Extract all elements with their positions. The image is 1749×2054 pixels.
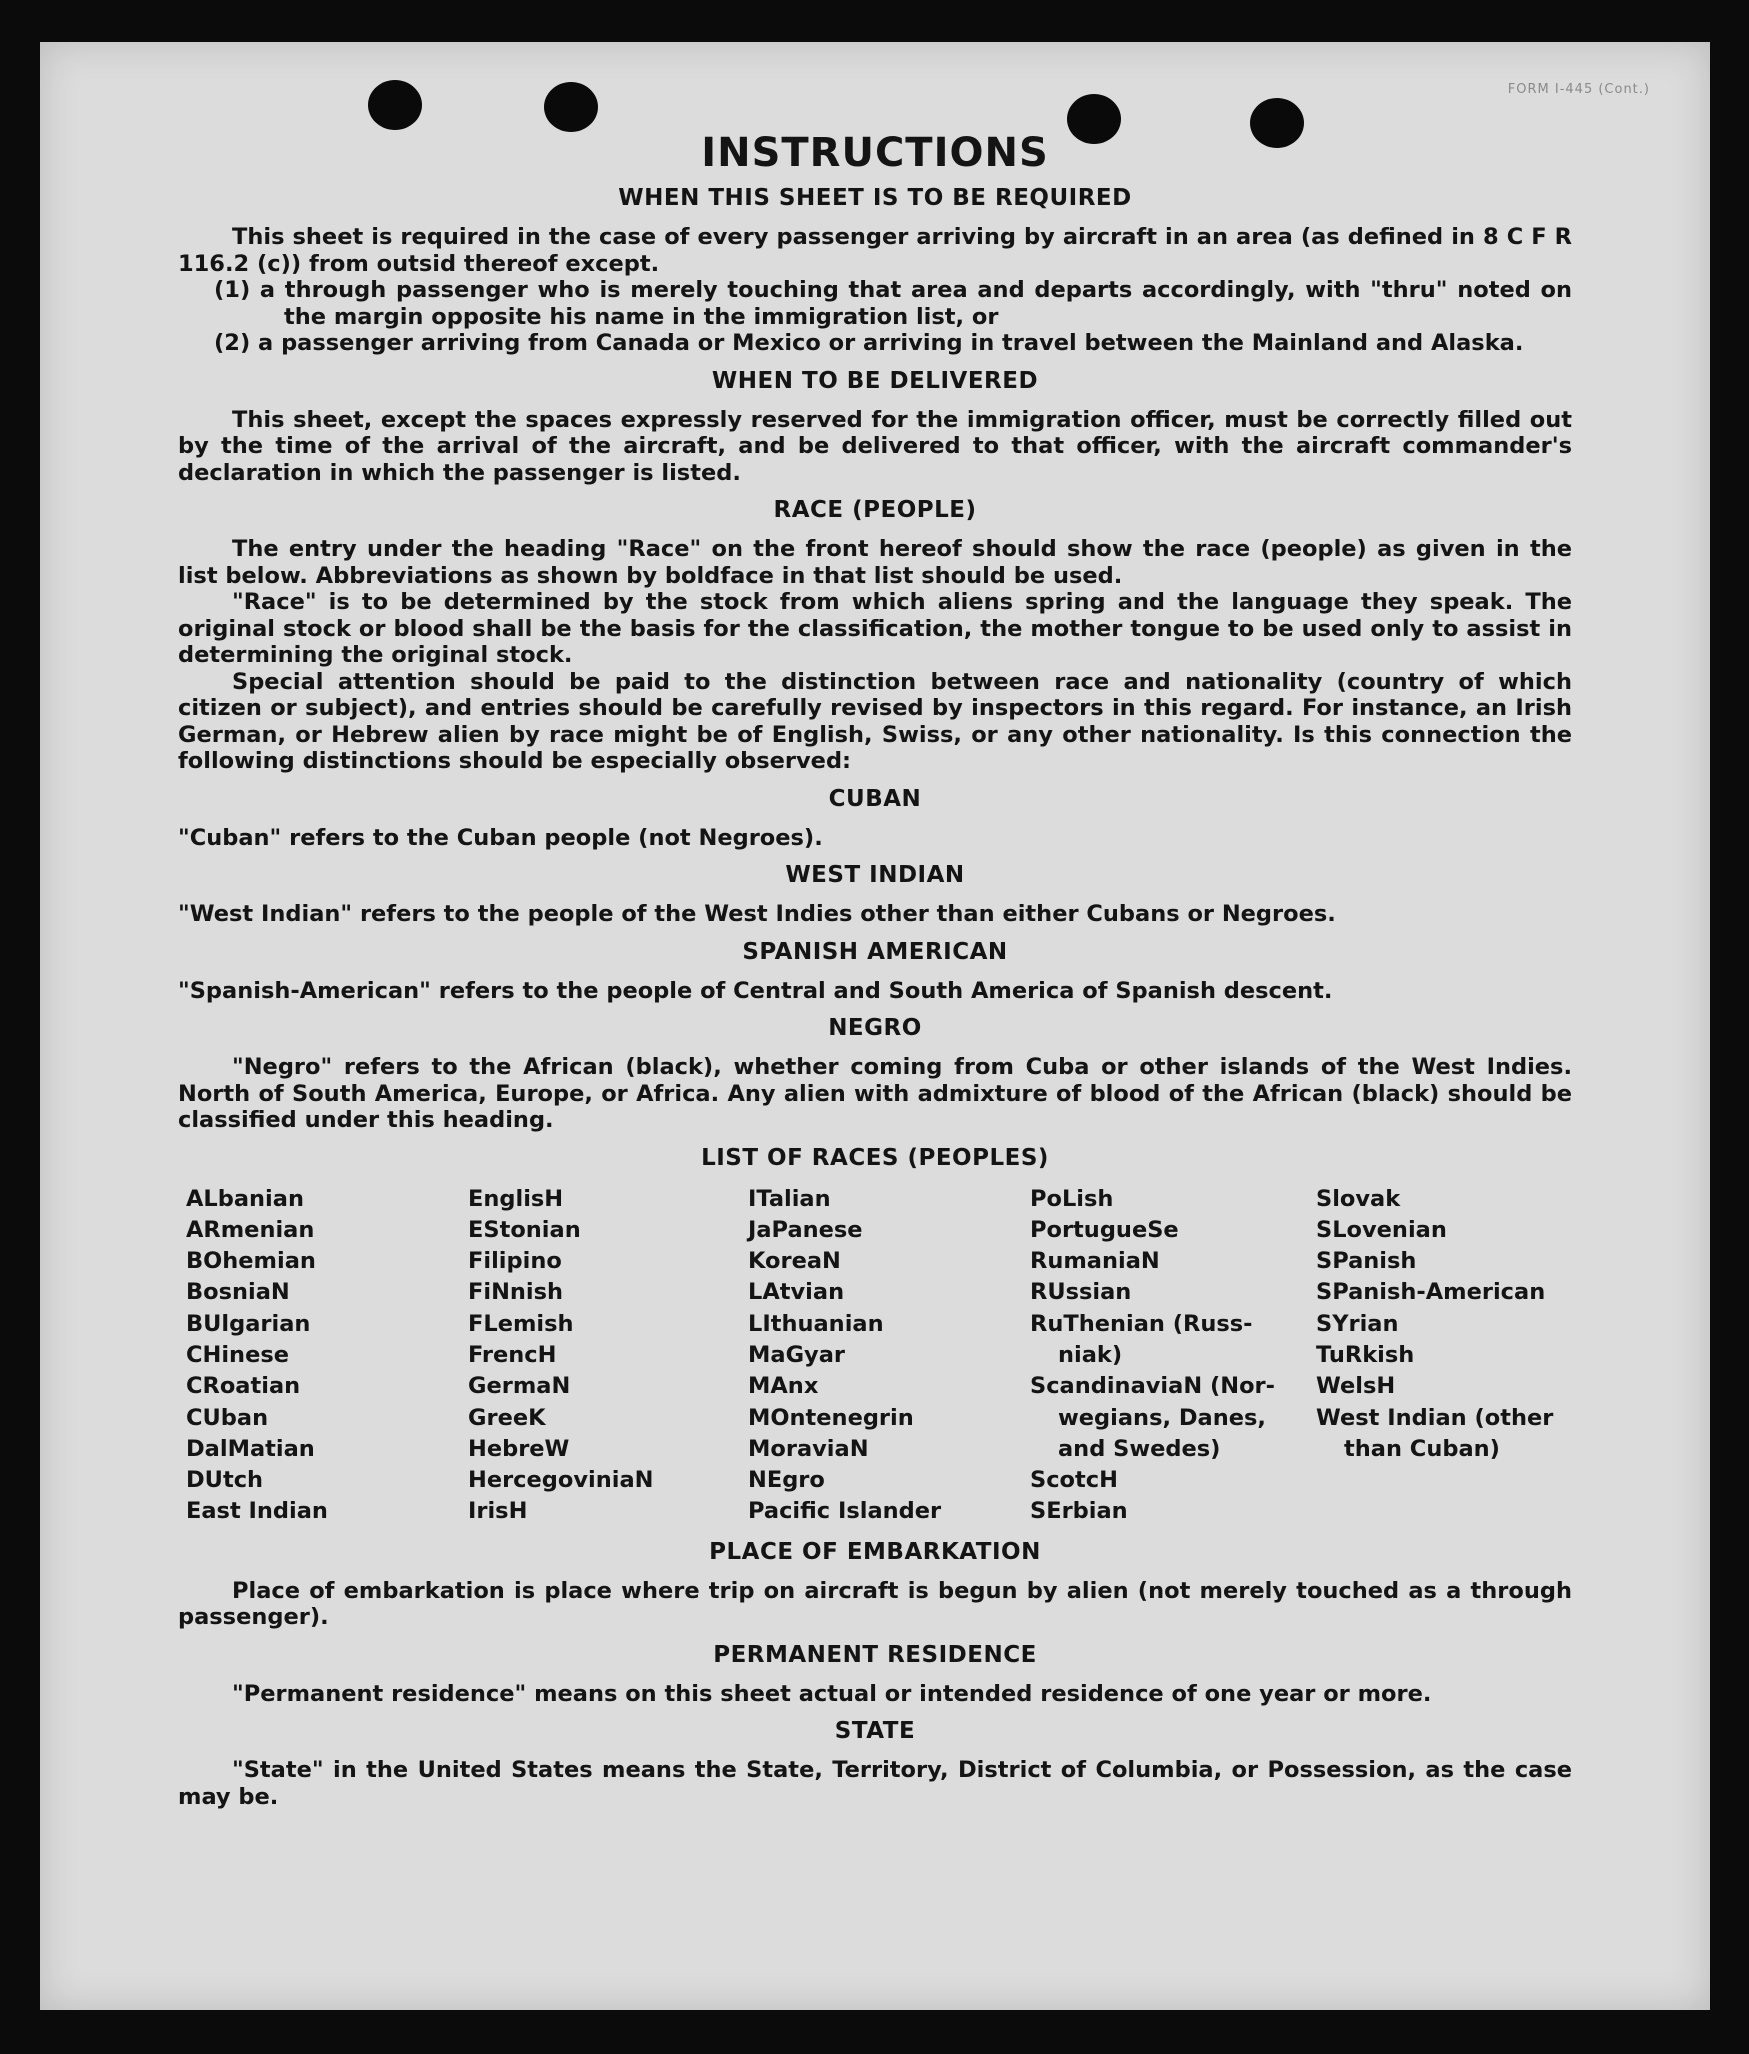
races-heading: LIST OF RACES (PEOPLES): [701, 1144, 1049, 1171]
race-item: LIthuanian: [748, 1310, 884, 1337]
race-item: FiNnish: [468, 1279, 564, 1306]
paragraph: "Race" is to be determined by the stock from which aliens spring and the language they speak. The original stock or blood shall be the basis for the classification, the mother tongue to be used only to assist in determining the original stock.: [178, 589, 1572, 668]
paragraph: "Negro" refers to the African (black), whether coming from Cuba or other islands of the West Indies. North of South America, Europe, or Africa. Any alien with admixture of blood of the African (black) should be classified under this heading.: [178, 1054, 1572, 1133]
paragraph: "West Indian" refers to the people of the West Indies other than either Cubans or Negroes.: [178, 901, 1336, 927]
race-item: wegians, Danes,: [1058, 1404, 1266, 1431]
punch-hole: [368, 80, 422, 130]
race-item: EStonian: [468, 1216, 581, 1243]
race-item: EnglisH: [468, 1185, 564, 1212]
race-item: FrencH: [468, 1341, 557, 1368]
race-item: FLemish: [468, 1310, 574, 1337]
section-heading: WHEN THIS SHEET IS TO BE REQUIRED: [618, 185, 1132, 211]
paragraph: Special attention should be paid to the distinction between race and nationality (country of which citizen or subject), and entries should be carefully revised by inspectors in this regard. For instance, an Irish German, or Hebrew alien by race might be of English, Swiss, or any other nationality. Is this connection the following distinctions should be especially observed:: [178, 668, 1572, 774]
race-item: CHinese: [186, 1341, 289, 1368]
races-column: [468, 1184, 748, 1528]
race-item: ALbanian: [186, 1185, 304, 1212]
document-sheet: [40, 42, 1710, 2010]
section-heading: WHEN TO BE DELIVERED: [711, 367, 1039, 394]
paragraph: "Permanent residence" means on this sheet actual or intended residence of one year or more.: [232, 1680, 1432, 1707]
race-item: RuThenian (Russ-: [1030, 1310, 1253, 1337]
race-item: Slovak: [1316, 1185, 1401, 1212]
section-heading: PERMANENT RESIDENCE: [713, 1641, 1037, 1668]
page-title: INSTRUCTIONS: [701, 130, 1049, 176]
races-column: [186, 1184, 468, 1528]
race-item: SLovenian: [1316, 1216, 1447, 1243]
paragraph: "Spanish-American" refers to the people of Central and South America of Spanish descent.: [178, 977, 1333, 1004]
race-item: MaGyar: [748, 1341, 845, 1368]
race-item: MOntenegrin: [748, 1404, 914, 1431]
form-number: FORM I-445 (Cont.): [1507, 82, 1650, 97]
race-item: SPanish: [1316, 1248, 1417, 1275]
race-item: than Cuban): [1344, 1435, 1500, 1462]
punch-hole: [544, 82, 598, 132]
race-item: PortugueSe: [1030, 1216, 1179, 1243]
race-item: KoreaN: [748, 1248, 841, 1275]
section-heading: SPANISH AMERICAN: [742, 938, 1008, 965]
race-item: DalMatian: [186, 1435, 315, 1462]
race-item: GermaN: [468, 1373, 571, 1400]
section-heading: RACE (PEOPLE): [773, 497, 977, 523]
race-item: SYrian: [1316, 1310, 1399, 1337]
exception-item: (2) a passenger arriving from Canada or Mexico or arriving in travel between the Mainland and Alaska.: [214, 330, 1524, 356]
race-item: HercegoviniaN: [468, 1467, 654, 1494]
race-item: NEgro: [748, 1467, 825, 1494]
exception-item: (1) a through passenger who is merely touching that area and departs accordingly, with "thru" noted on the margin opposite his name in the immigration list, or: [214, 277, 1572, 330]
race-item: BUlgarian: [186, 1310, 311, 1337]
race-item: RUssian: [1030, 1279, 1132, 1306]
section-heading: STATE: [834, 1718, 916, 1745]
race-item: MAnx: [748, 1373, 819, 1400]
race-item: and Swedes): [1058, 1435, 1221, 1462]
race-item: PoLish: [1030, 1185, 1114, 1212]
paragraph: The entry under the heading "Race" on the front hereof should show the race (people) as given in the list below. Abbreviations as shown by boldface in that list should be used.: [178, 536, 1572, 589]
race-item: LAtvian: [748, 1279, 845, 1306]
paragraph: "Cuban" refers to the Cuban people (not Negroes).: [178, 824, 823, 851]
races-column: [748, 1184, 1030, 1528]
race-item: WelsH: [1316, 1373, 1396, 1400]
race-item: BOhemian: [186, 1248, 316, 1275]
race-item: JaPanese: [748, 1216, 863, 1243]
races-list: [186, 1184, 1572, 1528]
race-item: RumaniaN: [1030, 1248, 1160, 1275]
paragraph: This sheet is required in the case of every passenger arriving by aircraft in an area (as defined in 8 C F R 116.2 (c)) from outsid thereof except.: [178, 224, 1572, 277]
race-item: West Indian (other: [1316, 1404, 1554, 1431]
race-item: Filipino: [468, 1248, 562, 1275]
race-item: CUban: [186, 1404, 269, 1431]
race-item: IrisH: [468, 1498, 528, 1525]
paragraph: Place of embarkation is place where trip on aircraft is begun by alien (not merely touched as a through passenger).: [178, 1577, 1572, 1631]
races-column: [1316, 1184, 1580, 1528]
race-item: ScandinaviaN (Nor-: [1030, 1373, 1275, 1400]
race-item: Pacific Islander: [748, 1498, 942, 1525]
race-item: SPanish-American: [1316, 1279, 1546, 1306]
section-heading: PLACE OF EMBARKATION: [709, 1538, 1041, 1565]
paragraph: "State" in the United States means the State, Territory, District of Columbia, or Possession, as the case may be.: [178, 1757, 1572, 1810]
race-item: MoraviaN: [748, 1435, 869, 1462]
race-item: niak): [1058, 1341, 1123, 1368]
race-item: East Indian: [186, 1498, 328, 1525]
paragraph: This sheet, except the spaces expressly reserved for the immigration officer, must be correctly filled out by the time of the arrival of the aircraft, and be delivered to that officer, with the aircraft commander's declaration in which the passenger is listed.: [178, 406, 1572, 486]
section-heading: NEGRO: [828, 1015, 922, 1041]
race-item: DUtch: [186, 1467, 264, 1494]
race-item: GreeK: [468, 1404, 546, 1431]
race-item: CRoatian: [186, 1373, 301, 1400]
races-column: [1030, 1184, 1316, 1528]
race-item: HebreW: [468, 1435, 570, 1462]
race-item: SErbian: [1030, 1498, 1128, 1525]
race-item: ITalian: [748, 1185, 831, 1212]
instructions-body: [178, 130, 1572, 1810]
race-item: ARmenian: [186, 1216, 315, 1243]
race-item: ScotcH: [1030, 1467, 1118, 1494]
section-heading: WEST INDIAN: [785, 862, 965, 888]
race-item: TuRkish: [1316, 1341, 1415, 1368]
race-item: BosniaN: [186, 1279, 290, 1306]
section-heading: CUBAN: [828, 785, 922, 812]
